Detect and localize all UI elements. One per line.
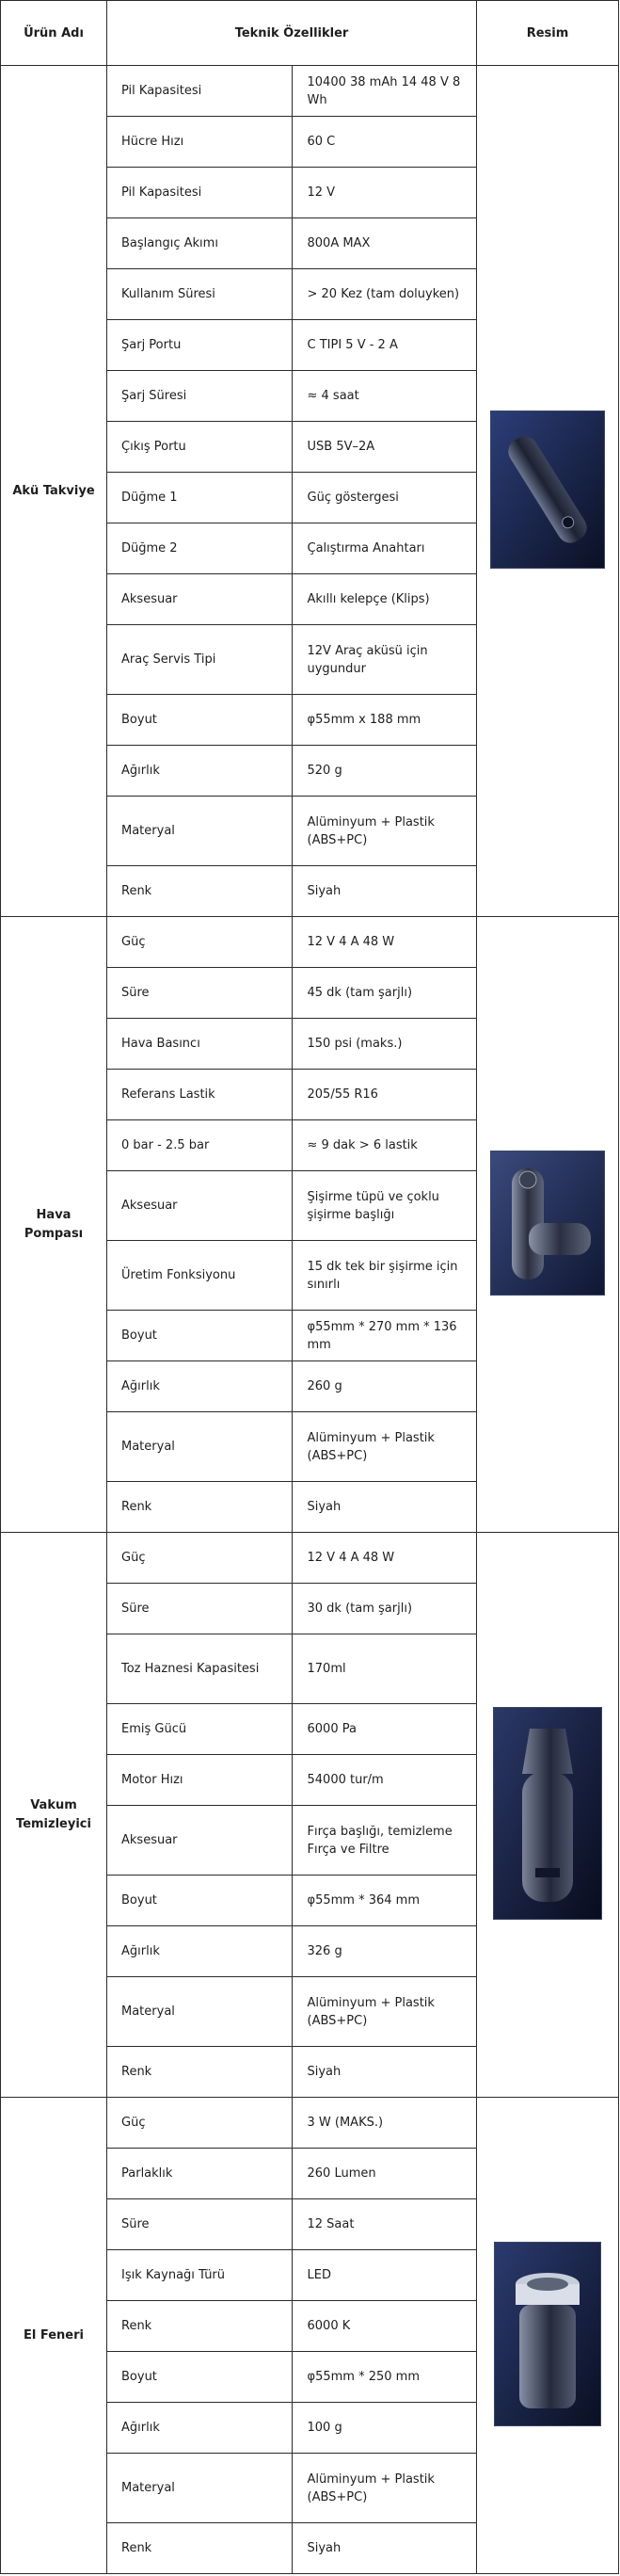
spec-value: C TIPI 5 V - 2 A bbox=[292, 320, 477, 371]
spec-label: Emiş Gücü bbox=[107, 1704, 293, 1755]
spec-value: LED bbox=[292, 2250, 477, 2301]
header-row bbox=[1, 1, 619, 66]
spec-label: Süre bbox=[107, 1584, 293, 1634]
spec-label: Süre bbox=[107, 2199, 293, 2250]
spec-label: Aksesuar bbox=[107, 1806, 293, 1876]
spec-value: φ55mm * 270 mm * 136 mm bbox=[292, 1311, 477, 1361]
spec-label: Şarj Portu bbox=[107, 320, 293, 371]
spec-value: Siyah bbox=[292, 2523, 477, 2574]
spec-label: Materyal bbox=[107, 2454, 293, 2523]
spec-label: Aksesuar bbox=[107, 1171, 293, 1241]
spec-label: Kullanım Süresi bbox=[107, 269, 293, 320]
spec-label: Çıkış Portu bbox=[107, 422, 293, 473]
spec-label: Düğme 1 bbox=[107, 473, 293, 523]
spec-row bbox=[1, 917, 619, 968]
spec-value: > 20 Kez (tam doluyken) bbox=[292, 269, 477, 320]
spec-label: Güç bbox=[107, 2098, 293, 2149]
spec-label: Toz Haznesi Kapasitesi bbox=[107, 1634, 293, 1704]
product-name: Akü Takviye bbox=[1, 66, 107, 917]
spec-value: 170ml bbox=[292, 1634, 477, 1704]
spec-value: 260 g bbox=[292, 1361, 477, 1412]
spec-value: φ55mm x 188 mm bbox=[292, 695, 477, 746]
spec-value: 45 dk (tam şarjlı) bbox=[292, 968, 477, 1019]
spec-label: Boyut bbox=[107, 1311, 293, 1361]
spec-value: Çalıştırma Anahtarı bbox=[292, 523, 477, 574]
spec-label: Renk bbox=[107, 2301, 293, 2352]
product-image-cell bbox=[477, 2098, 619, 2574]
spec-label: 0 bar - 2.5 bar bbox=[107, 1120, 293, 1171]
spec-value: 12V Araç aküsü için uygundur bbox=[292, 625, 477, 695]
spec-label: Hava Basıncı bbox=[107, 1019, 293, 1070]
spec-value: Siyah bbox=[292, 1482, 477, 1533]
spec-row bbox=[1, 1533, 619, 1584]
spec-value: 260 Lumen bbox=[292, 2149, 477, 2199]
spec-label: Ağırlık bbox=[107, 2403, 293, 2454]
product-image-cell bbox=[477, 917, 619, 1533]
spec-label: Başlangıç Akımı bbox=[107, 218, 293, 269]
spec-label: Renk bbox=[107, 1482, 293, 1533]
spec-value: φ55mm * 364 mm bbox=[292, 1876, 477, 1926]
spec-value: Güç göstergesi bbox=[292, 473, 477, 523]
spec-value: Fırça başlığı, temizleme Fırça ve Filtre bbox=[292, 1806, 477, 1876]
spec-label: Pil Kapasitesi bbox=[107, 168, 293, 218]
air-pump-image bbox=[490, 1151, 605, 1296]
vacuum-cleaner-image bbox=[493, 1707, 602, 1920]
spec-value: 12 Saat bbox=[292, 2199, 477, 2250]
spec-label: Ağırlık bbox=[107, 1926, 293, 1977]
spec-label: Süre bbox=[107, 968, 293, 1019]
spec-value: 520 g bbox=[292, 746, 477, 797]
spec-label: Materyal bbox=[107, 1412, 293, 1482]
spec-value: 12 V 4 A 48 W bbox=[292, 917, 477, 968]
header-image: Resim bbox=[477, 1, 619, 66]
spec-value: 800A MAX bbox=[292, 218, 477, 269]
spec-label: Materyal bbox=[107, 1977, 293, 2047]
spec-row bbox=[1, 2098, 619, 2149]
spec-label: Güç bbox=[107, 917, 293, 968]
spec-row bbox=[1, 66, 619, 117]
spec-value: ≈ 4 saat bbox=[292, 371, 477, 422]
product-image-cell bbox=[477, 1533, 619, 2098]
product-name: Vakum Temizleyici bbox=[1, 1533, 107, 2098]
spec-value: Siyah bbox=[292, 2047, 477, 2098]
spec-label: Düğme 2 bbox=[107, 523, 293, 574]
spec-label: Güç bbox=[107, 1533, 293, 1584]
spec-value: 60 C bbox=[292, 117, 477, 168]
spec-label: Renk bbox=[107, 866, 293, 917]
spec-label: Pil Kapasitesi bbox=[107, 66, 293, 117]
spec-value: ≈ 9 dak > 6 lastik bbox=[292, 1120, 477, 1171]
spec-value: φ55mm * 250 mm bbox=[292, 2352, 477, 2403]
spec-value: USB 5V–2A bbox=[292, 422, 477, 473]
spec-label: Şarj Süresi bbox=[107, 371, 293, 422]
spec-value: 326 g bbox=[292, 1926, 477, 1977]
spec-label: Işık Kaynağı Türü bbox=[107, 2250, 293, 2301]
spec-label: Referans Lastik bbox=[107, 1070, 293, 1120]
spec-value: 15 dk tek bir şişirme için sınırlı bbox=[292, 1241, 477, 1311]
spec-label: Ağırlık bbox=[107, 746, 293, 797]
spec-value: Alüminyum + Plastik (ABS+PC) bbox=[292, 1977, 477, 2047]
spec-label: Renk bbox=[107, 2523, 293, 2574]
spec-label: Boyut bbox=[107, 1876, 293, 1926]
spec-value: 150 psi (maks.) bbox=[292, 1019, 477, 1070]
spec-value: Şişirme tüpü ve çoklu şişirme başlığı bbox=[292, 1171, 477, 1241]
spec-value: 205/55 R16 bbox=[292, 1070, 477, 1120]
spec-value: Alüminyum + Plastik (ABS+PC) bbox=[292, 2454, 477, 2523]
spec-value: Alüminyum + Plastik (ABS+PC) bbox=[292, 1412, 477, 1482]
spec-value: 100 g bbox=[292, 2403, 477, 2454]
spec-label: Motor Hızı bbox=[107, 1755, 293, 1806]
header-product: Ürün Adı bbox=[1, 1, 107, 66]
spec-label: Araç Servis Tipi bbox=[107, 625, 293, 695]
spec-label: Materyal bbox=[107, 797, 293, 866]
spec-value: Alüminyum + Plastik (ABS+PC) bbox=[292, 797, 477, 866]
product-image-cell bbox=[477, 66, 619, 917]
product-name: Hava Pompası bbox=[1, 917, 107, 1533]
flashlight-image bbox=[494, 2242, 601, 2426]
spec-value: 12 V 4 A 48 W bbox=[292, 1533, 477, 1584]
spec-value: Akıllı kelepçe (Klips) bbox=[292, 574, 477, 625]
jump-starter-image bbox=[490, 411, 605, 569]
spec-label: Boyut bbox=[107, 2352, 293, 2403]
spec-value: 54000 tur/m bbox=[292, 1755, 477, 1806]
spec-label: Üretim Fonksiyonu bbox=[107, 1241, 293, 1311]
spec-label: Boyut bbox=[107, 695, 293, 746]
spec-label: Aksesuar bbox=[107, 574, 293, 625]
spec-value: 6000 K bbox=[292, 2301, 477, 2352]
spec-value: 3 W (MAKS.) bbox=[292, 2098, 477, 2149]
spec-label: Ağırlık bbox=[107, 1361, 293, 1412]
spec-label: Renk bbox=[107, 2047, 293, 2098]
spec-label: Parlaklık bbox=[107, 2149, 293, 2199]
spec-value: Siyah bbox=[292, 866, 477, 917]
spec-value: 6000 Pa bbox=[292, 1704, 477, 1755]
spec-value: 12 V bbox=[292, 168, 477, 218]
spec-value: 30 dk (tam şarjlı) bbox=[292, 1584, 477, 1634]
spec-label: Hücre Hızı bbox=[107, 117, 293, 168]
spec-value: 10400 38 mAh 14 48 V 8 Wh bbox=[292, 66, 477, 117]
header-specs: Teknik Özellikler bbox=[107, 1, 477, 66]
product-name: El Feneri bbox=[1, 2098, 107, 2574]
